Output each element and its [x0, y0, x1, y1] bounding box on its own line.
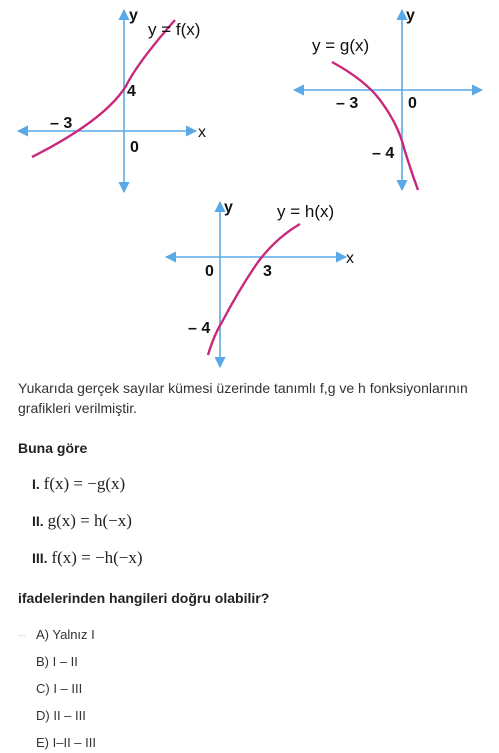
graph-h-curve	[208, 224, 300, 355]
graph-f-x-label: x	[198, 124, 206, 141]
graph-g-y-intercept: – 4	[372, 145, 395, 162]
option-a[interactable]: A) Yalnız I	[36, 627, 95, 642]
graph-h	[166, 199, 354, 367]
option-e[interactable]: E) I–II – III	[36, 735, 96, 750]
graph-h-origin: 0	[205, 263, 214, 280]
option-d[interactable]: D) II – III	[36, 708, 86, 723]
graph-f-y-intercept: 4	[127, 83, 136, 100]
statement-1-math: f(x) = −g(x)	[43, 474, 126, 493]
statement-1-numeral: I.	[32, 476, 40, 492]
graph-h-y-intercept: – 4	[188, 320, 211, 337]
graph-f-title: y = f(x)	[148, 20, 201, 39]
graph-f-origin: 0	[130, 139, 139, 156]
statement-2-numeral: II.	[32, 513, 44, 529]
graph-h-title: y = h(x)	[277, 202, 335, 221]
option-b[interactable]: B) I – II	[36, 654, 78, 669]
graph-g-curve	[332, 62, 418, 190]
graph-g	[294, 7, 482, 190]
option-divider	[18, 635, 26, 636]
question-lead: Buna göre	[18, 440, 88, 456]
statement-3-math: f(x) = −h(−x)	[51, 548, 143, 567]
function-graphs	[0, 0, 499, 370]
graph-g-title: y = g(x)	[312, 36, 370, 55]
statement-2-math: g(x) = h(−x)	[47, 511, 132, 530]
graph-f-x-intercept: – 3	[50, 115, 73, 132]
graph-g-origin: 0	[408, 95, 417, 112]
graph-g-x-intercept: – 3	[336, 95, 359, 112]
question-ask: ifadelerinden hangileri doğru olabilir?	[18, 590, 270, 606]
statement-2	[32, 511, 132, 531]
graph-h-x-label: x	[346, 250, 354, 267]
graph-h-x-intercept: 3	[263, 263, 272, 280]
intro-text: Yukarıda gerçek sayılar kümesi üzerinde tanımlı f,g ve h fonksiyonlarının grafikleri verilmiştir.	[18, 380, 468, 416]
graph-f	[18, 7, 206, 192]
statement-1	[32, 474, 125, 494]
graph-f-curve	[32, 20, 175, 157]
graph-g-y-label: y	[406, 7, 415, 24]
option-c[interactable]: C) I – III	[36, 681, 83, 696]
graph-h-y-label: y	[224, 199, 233, 216]
statement-3	[32, 548, 143, 568]
statement-3-numeral: III.	[32, 550, 48, 566]
graph-f-y-label: y	[129, 7, 138, 24]
